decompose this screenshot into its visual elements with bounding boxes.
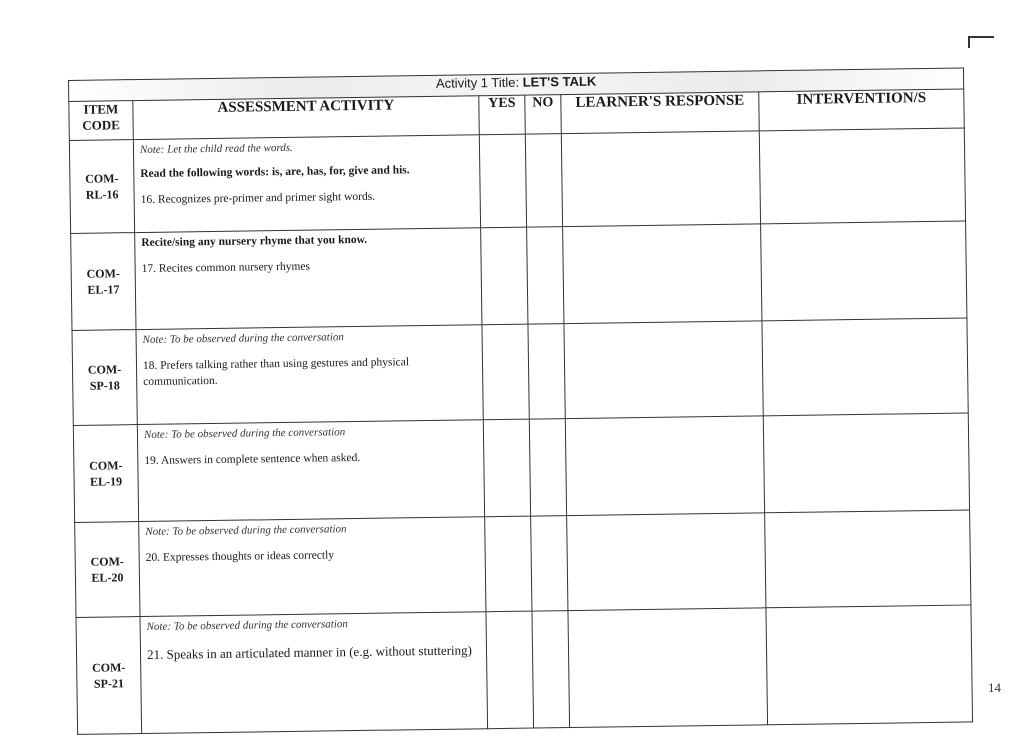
item-code xyxy=(75,522,140,618)
activity-item-text: 16. Recognizes pre-primer and primer sight words. xyxy=(140,190,376,206)
assessment-activity-cell xyxy=(140,612,488,734)
activity-note: Note: To be observed during the conversation xyxy=(146,618,348,633)
interventions-cell[interactable] xyxy=(765,510,971,608)
item-code-line1: COM- xyxy=(91,660,126,675)
activity-note: Note: Let the child read the words. xyxy=(139,141,293,157)
item-code-line1: COM- xyxy=(86,266,120,281)
activity-item-text: 17. Recites common nursery rhymes xyxy=(141,260,311,275)
learners-response-cell[interactable] xyxy=(561,131,760,227)
item-code xyxy=(69,140,134,234)
learners-response-cell[interactable] xyxy=(565,416,764,516)
no-header: NO xyxy=(525,95,562,134)
interventions-cell[interactable] xyxy=(766,605,973,725)
item-code xyxy=(73,425,138,523)
item-code-line2: SP-21 xyxy=(93,676,125,691)
yes-cell[interactable] xyxy=(482,324,529,420)
table-row xyxy=(76,605,973,734)
assessment-activity-header: ASSESSMENT ACTIVITY xyxy=(133,96,480,140)
activity-item-text: 18. Prefers talking rather than using gestures and physical communication. xyxy=(142,356,410,388)
item-code-line1: COM- xyxy=(89,458,123,473)
no-cell[interactable] xyxy=(532,611,570,728)
table-row xyxy=(73,413,969,522)
interventions-cell[interactable] xyxy=(759,128,965,224)
item-code-line2: RL-16 xyxy=(85,187,119,202)
no-cell[interactable] xyxy=(529,419,566,516)
no-cell[interactable] xyxy=(531,516,568,611)
no-cell[interactable] xyxy=(525,134,562,227)
interventions-cell[interactable] xyxy=(763,413,969,513)
assessment-activity-cell xyxy=(136,325,483,425)
table-row xyxy=(72,318,968,425)
assessment-activity-cell xyxy=(139,517,486,617)
learners-response-header: LEARNER'S RESPONSE xyxy=(561,92,760,134)
learners-response-cell[interactable] xyxy=(563,224,762,324)
activity-title-name: LET'S TALK xyxy=(522,73,597,90)
yes-cell[interactable] xyxy=(483,419,530,517)
yes-cell[interactable] xyxy=(486,611,534,729)
interventions-cell[interactable] xyxy=(762,318,968,416)
item-code xyxy=(72,330,137,426)
item-code-header xyxy=(69,101,134,141)
activity-instruction: Recite/sing any nursery rhyme that you know. xyxy=(141,233,368,249)
assessment-table xyxy=(68,67,973,734)
item-code-header-line2: CODE xyxy=(82,117,121,133)
assessment-activity-cell xyxy=(137,420,484,522)
page-number: 14 xyxy=(988,680,1001,695)
activity-item-text: 19. Answers in complete sentence when asked. xyxy=(144,451,361,467)
item-code-line2: SP-18 xyxy=(89,378,120,393)
item-code-header-line1: ITEM xyxy=(83,101,119,117)
learners-response-cell[interactable] xyxy=(568,608,768,728)
interventions-header: INTERVENTION/S xyxy=(759,89,965,131)
learners-response-cell[interactable] xyxy=(567,513,766,611)
yes-header: YES xyxy=(479,95,526,135)
item-code-line1: COM- xyxy=(85,171,119,186)
learners-response-cell[interactable] xyxy=(564,321,763,419)
item-code-line2: EL-19 xyxy=(89,474,123,489)
no-cell[interactable] xyxy=(528,324,565,419)
activity-item-text: 21. Speaks in an articulated manner in (e.g. without stuttering) xyxy=(146,642,473,662)
item-code-line2: EL-20 xyxy=(91,570,124,585)
yes-cell[interactable] xyxy=(485,516,532,612)
table-row xyxy=(69,128,965,233)
item-code xyxy=(76,617,142,735)
assessment-form xyxy=(68,68,972,735)
activity-instruction: Read the following words: is, are, has, for, give and his. xyxy=(140,164,410,180)
yes-cell[interactable] xyxy=(481,227,528,325)
no-cell[interactable] xyxy=(527,227,564,324)
activity-note: Note: To be observed during the conversation xyxy=(142,331,344,346)
table-row xyxy=(75,510,971,617)
activity-note: Note: To be observed during the conversation xyxy=(145,523,347,538)
item-code xyxy=(71,233,136,331)
corner-crop-mark xyxy=(968,36,994,48)
item-code-line2: EL-17 xyxy=(87,282,120,297)
interventions-cell[interactable] xyxy=(761,221,967,321)
activity-title-label: Activity 1 Title: xyxy=(435,74,523,91)
item-code-line1: COM- xyxy=(90,554,124,569)
yes-cell[interactable] xyxy=(479,134,526,228)
assessment-activity-cell xyxy=(135,228,482,330)
activity-note: Note: To be observed during the conversation xyxy=(143,426,346,441)
assessment-activity-cell xyxy=(133,135,480,233)
activity-item-text: 20. Expresses thoughts or ideas correctly xyxy=(145,549,335,564)
item-code-line1: COM- xyxy=(87,362,122,377)
table-row xyxy=(71,221,967,330)
